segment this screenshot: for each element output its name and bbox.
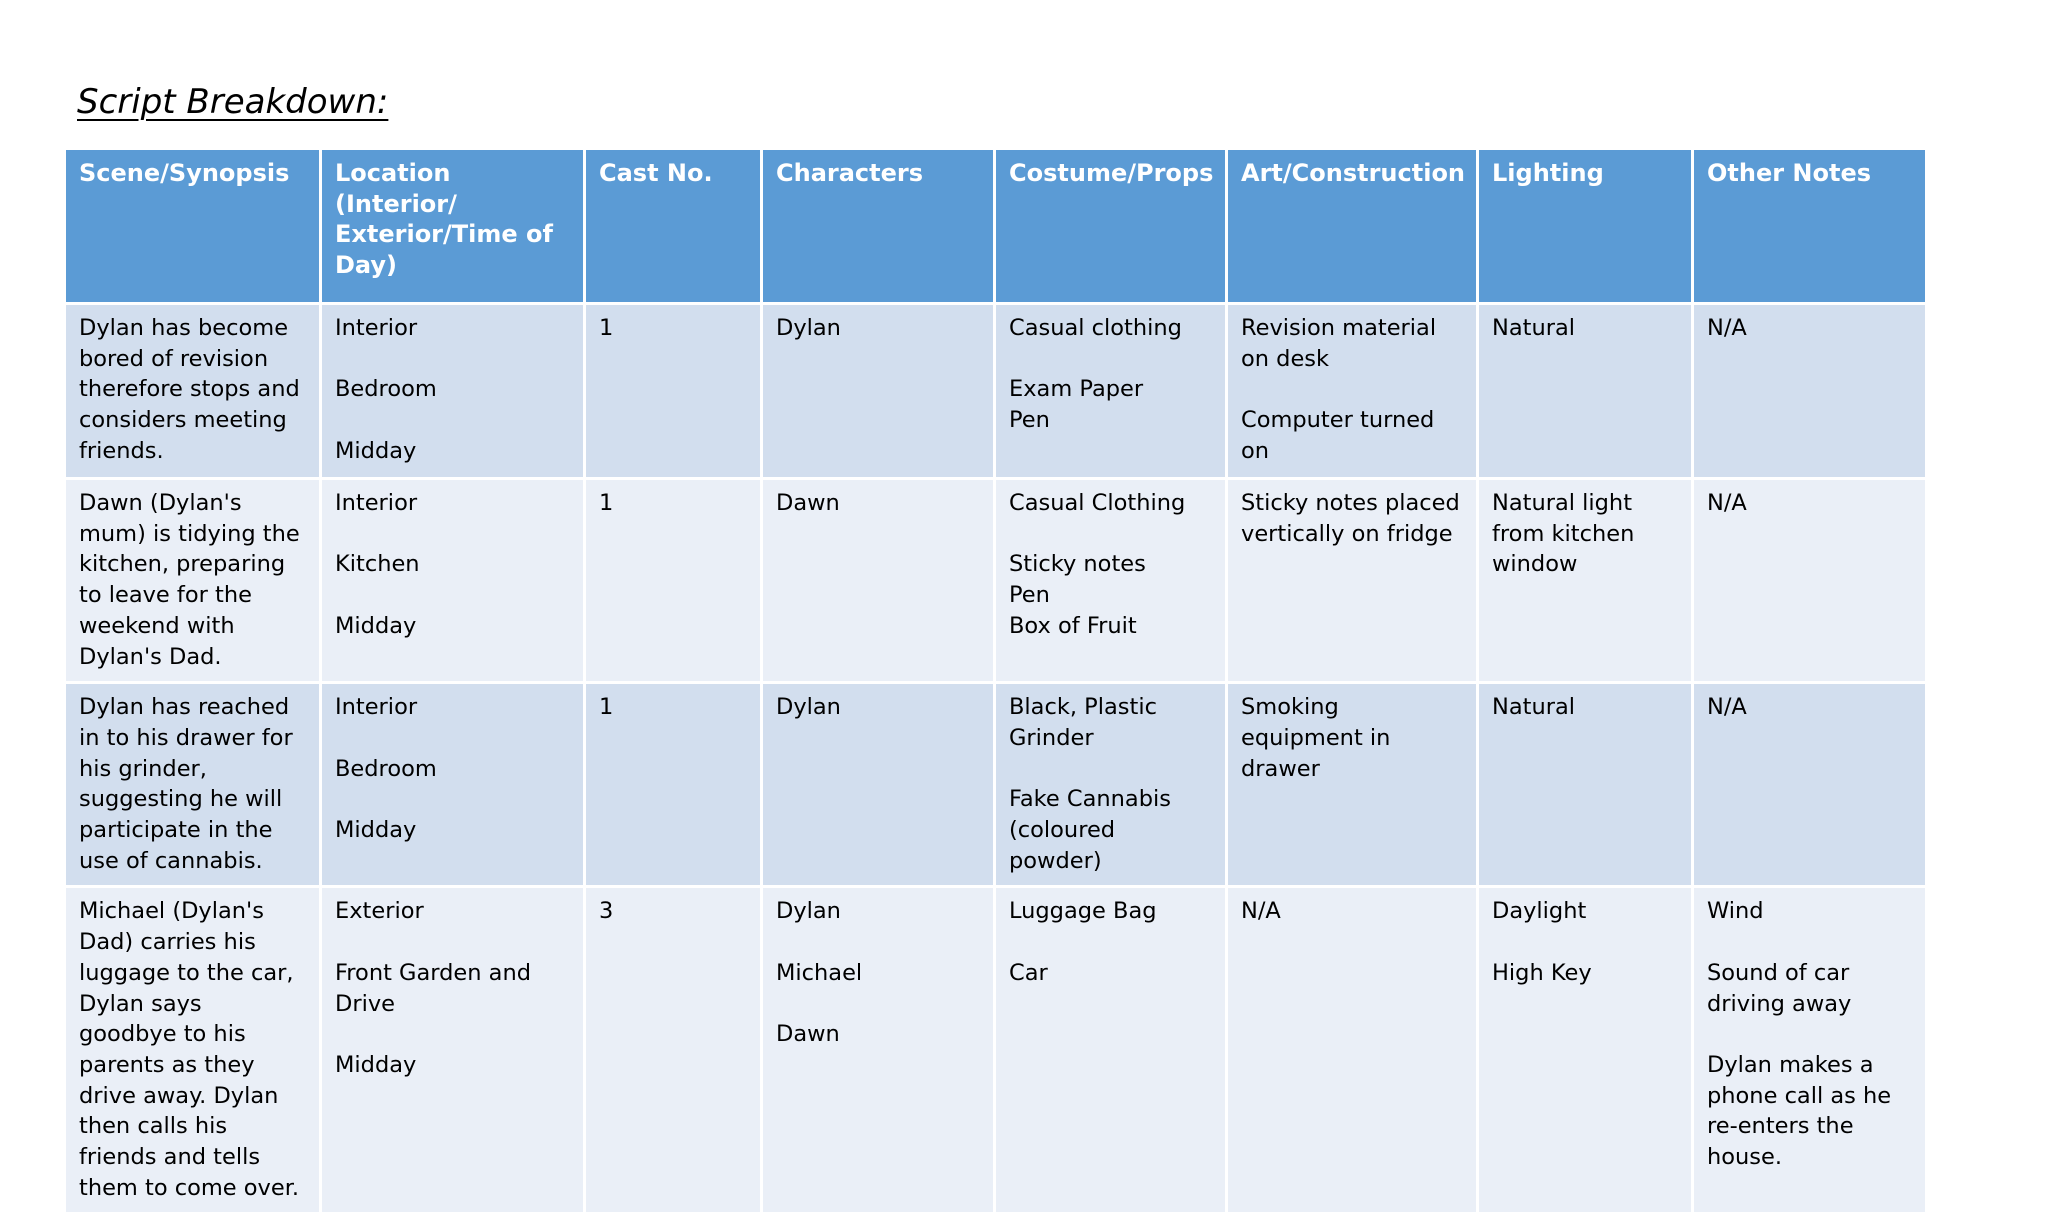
header-lighting: Lighting (1478, 149, 1693, 304)
page-title: Script Breakdown: (77, 82, 389, 122)
cell-other-notes: Wind Sound of car driving away Dylan makes a phone call as he re-enters the house. (1693, 887, 1927, 1214)
cell-other-notes: N/A (1693, 479, 1927, 683)
cell-characters: Dylan (762, 304, 995, 479)
cell-cast-no: 1 (585, 683, 762, 887)
cell-cast-no: 1 (585, 479, 762, 683)
cell-lighting: Natural light from kitchen window (1478, 479, 1693, 683)
cell-characters: Dylan Michael Dawn (762, 887, 995, 1214)
table-row (65, 887, 1927, 1214)
table-row (65, 479, 1927, 683)
cell-art-construction: Revision material on desk Computer turned on (1227, 304, 1478, 479)
table-header-row (65, 149, 1927, 304)
cell-cast-no: 3 (585, 887, 762, 1214)
cell-costume-props: Luggage Bag Car (995, 887, 1227, 1214)
cell-scene-synopsis: Michael (Dylan's Dad) carries his luggage to the car, Dylan says goodbye to his parents as they drive away. Dylan then calls his friends and tells them to come over. (65, 887, 321, 1214)
cell-location: Interior Bedroom Midday (321, 683, 585, 887)
header-characters: Characters (762, 149, 995, 304)
cell-lighting: Natural (1478, 683, 1693, 887)
cell-costume-props: Casual clothing Exam Paper Pen (995, 304, 1227, 479)
cell-art-construction: Sticky notes placed vertically on fridge (1227, 479, 1478, 683)
cell-scene-synopsis: Dylan has reached in to his drawer for his grinder, suggesting he will participate in the use of cannabis. (65, 683, 321, 887)
cell-scene-synopsis: Dylan has become bored of revision therefore stops and considers meeting friends. (65, 304, 321, 479)
cell-characters: Dylan (762, 683, 995, 887)
cell-location: Interior Kitchen Midday (321, 479, 585, 683)
table-row (65, 683, 1927, 887)
header-location: Location (Interior/ Exterior/Time of Day) (321, 149, 585, 304)
table-row (65, 304, 1927, 479)
cell-lighting: Natural (1478, 304, 1693, 479)
cell-location: Exterior Front Garden and Drive Midday (321, 887, 585, 1214)
header-costume-props: Costume/Props (995, 149, 1227, 304)
cell-costume-props: Casual Clothing Sticky notes Pen Box of Fruit (995, 479, 1227, 683)
cell-other-notes: N/A (1693, 683, 1927, 887)
header-cast-no: Cast No. (585, 149, 762, 304)
script-breakdown-table (63, 147, 1928, 1215)
cell-art-construction: Smoking equipment in drawer (1227, 683, 1478, 887)
header-scene-synopsis: Scene/Synopsis (65, 149, 321, 304)
cell-scene-synopsis: Dawn (Dylan's mum) is tidying the kitchen, preparing to leave for the weekend with Dylan's Dad. (65, 479, 321, 683)
cell-characters: Dawn (762, 479, 995, 683)
cell-other-notes: N/A (1693, 304, 1927, 479)
cell-cast-no: 1 (585, 304, 762, 479)
cell-lighting: Daylight High Key (1478, 887, 1693, 1214)
cell-art-construction: N/A (1227, 887, 1478, 1214)
header-other-notes: Other Notes (1693, 149, 1927, 304)
header-art-construction: Art/Construction (1227, 149, 1478, 304)
cell-costume-props: Black, Plastic Grinder Fake Cannabis (coloured powder) (995, 683, 1227, 887)
cell-location: Interior Bedroom Midday (321, 304, 585, 479)
